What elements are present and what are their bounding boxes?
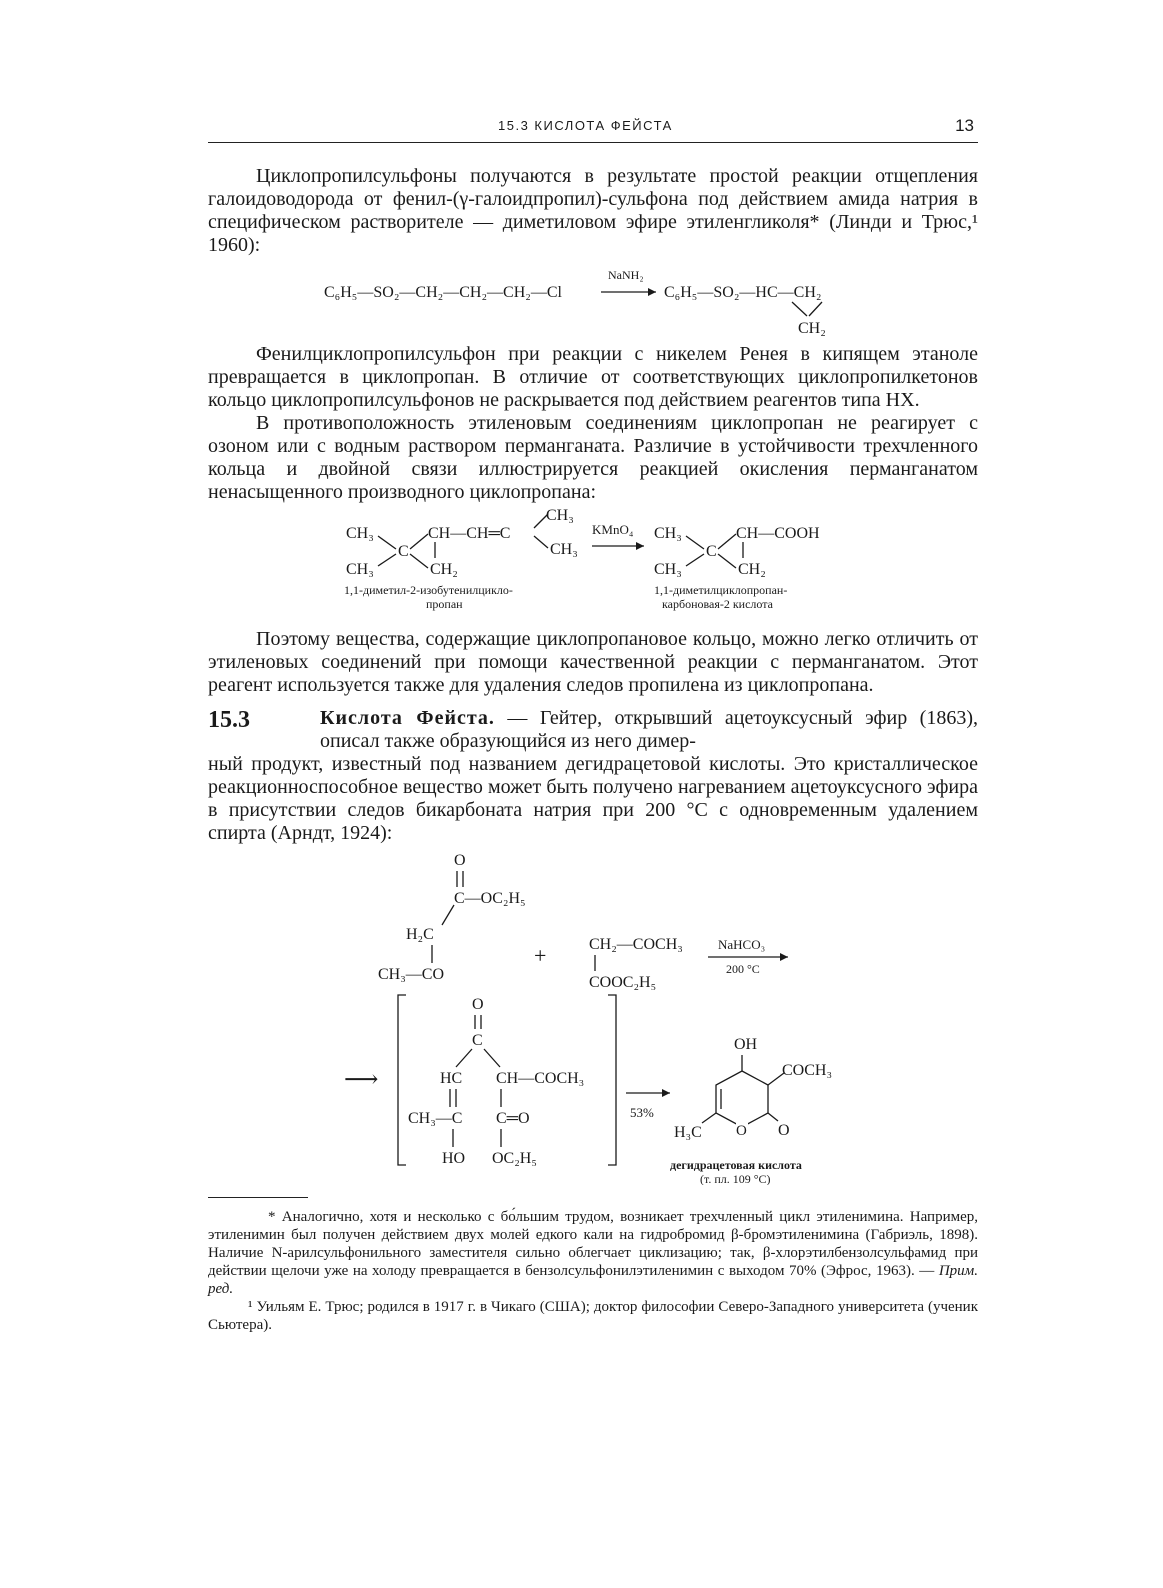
ring-bond-left [792, 302, 807, 316]
svg-text:CH₃: CH₃ [546, 507, 574, 524]
paragraph-4: Поэтому вещества, содержащие циклопропановое кольцо, можно легко отличить от этиленовых соединений при помощи качественной реакции с перманганатом. Этот реагент используется также для удаления следов пропилена из циклопропана. [208, 628, 978, 696]
product-name: дегидрацетовая кислота [670, 1158, 802, 1172]
reactant-name-line-2: пропан [426, 597, 463, 611]
svg-text:CH—CH═C: CH—CH═C [428, 525, 511, 542]
product-name-line-2: карбоновая-2 кислота [662, 597, 773, 611]
section-first-line [320, 707, 978, 753]
svg-text:CH₂: CH₂ [430, 561, 458, 578]
reaction-2-arrowhead [636, 542, 644, 550]
reaction-2-scheme [208, 504, 978, 624]
page-number: 13 [955, 116, 974, 135]
arrow-to-intermediate: ⟶ [344, 1067, 379, 1093]
svg-text:O: O [472, 996, 484, 1013]
footnote-star: * Аналогично, хотя и несколько с бо́льшим трудом, возникает трехчленный цикл этиленимина. Например, этиленимин был получен действием двух молей едкого кали на гидробромид β-бромэтиленимина (Габриэль, 1898). Наличие N-арилсульфонильного заместителя сильно облегчает циклизацию; так, β-хлорэтилбензолсульфамид при действии щелочи уже на холоду превращается в бензолсульфонилэтиленимин с выходом 70% (Эфрос, 1963). — Прим. ред. [208, 1209, 978, 1297]
reaction-3-arrowhead-1 [780, 953, 788, 961]
svg-text:H₂C: H₂C [406, 926, 434, 943]
reaction-1-reactant: C₆H₅—SO₂—CH₂—CH₂—CH₂—Cl [324, 284, 562, 301]
reaction-1-product: C₆H₅—SO₂—HC—CH₂ [664, 284, 822, 301]
ring-bond-right [809, 302, 822, 316]
svg-text:H₃C: H₃C [674, 1124, 702, 1141]
reaction-1-scheme [208, 257, 978, 339]
intermediate-structure [408, 996, 584, 1167]
reaction-1-product-ch2: CH₂ [798, 320, 826, 337]
svg-text:C═O: C═O [496, 1110, 530, 1127]
acetoacetic-ester-2 [589, 936, 683, 991]
reaction-2-reagent: KMnO₄ [592, 522, 634, 537]
paragraph-2: Фенилциклопропилсульфон при реакции с никелем Ренея в кипящем этаноле превращается в циклопропан. В отличие от соответствующих циклопропилкетонов кольцо циклопропилсульфонов не раскрывается под действием реагентов типа HX. [208, 343, 978, 411]
reaction-3-reagent: NaHCO₃ [718, 937, 766, 952]
svg-text:CH—COOH: CH—COOH [736, 525, 820, 542]
footnote-1: ¹ Уильям Е. Трюс; родился в 1917 г. в Чикаго (США); доктор философии Северо-Западного университета (ученик Сьютера). [208, 1299, 978, 1333]
svg-text:CH₃—C: CH₃—C [408, 1110, 463, 1127]
product-name-line-1: 1,1-диметилциклопропан- [654, 583, 788, 597]
dehydroacetic-acid-structure [674, 1036, 832, 1141]
svg-text:CH₂—COCH₃: CH₂—COCH₃ [589, 936, 683, 953]
section-title: Кислота Фейста. [320, 707, 495, 729]
bracket-right [608, 995, 616, 1165]
svg-text:CH₃: CH₃ [550, 541, 578, 558]
svg-text:O: O [454, 852, 466, 869]
svg-text:O: O [778, 1122, 790, 1139]
editor-note: Прим. ред. [208, 1263, 978, 1297]
svg-text:OC₂H₅: OC₂H₅ [492, 1150, 537, 1167]
svg-text:CH₃: CH₃ [346, 525, 374, 542]
svg-text:C: C [472, 1032, 483, 1049]
reaction-3-scheme [208, 845, 978, 1185]
reaction-1-arrowhead [648, 288, 656, 296]
svg-text:CH₃: CH₃ [346, 561, 374, 578]
section-text-first: — Гейтер, открывший ацетоуксусный эфир (1863), описал также образующийся из него димер- [320, 707, 978, 752]
svg-text:COCH₃: COCH₃ [782, 1062, 833, 1079]
svg-text:HC: HC [440, 1070, 463, 1087]
footnote-divider [208, 1197, 308, 1198]
paragraph-3: В противоположность этиленовым соединениям циклопропан не реагирует с озоном или с водным раствором перманганата. Различие в устойчивости трехчленного кольца и двойной связи иллюстрируется реакцией окисления перманганатом ненасыщенного производного циклопропана: [208, 412, 978, 503]
plus-sign: + [534, 943, 547, 968]
svg-text:CH₂: CH₂ [738, 561, 766, 578]
svg-text:O: O [736, 1123, 747, 1139]
reaction-1-reagent: NaNH₂ [608, 268, 644, 282]
svg-text:COOC₂H₅: COOC₂H₅ [589, 974, 657, 991]
reaction-2-reactant [346, 507, 578, 578]
svg-text:C: C [398, 543, 409, 560]
svg-text:C: C [706, 543, 717, 560]
reaction-2-product [654, 525, 820, 578]
acetoacetic-ester-1 [378, 852, 526, 983]
section-text-rest: ный продукт, известный под названием дегидрацетовой кислоты. Это кристаллическое реакционноспособное вещество может быть получено нагреванием ацетоуксусного эфира в присутствии следов бикарбоната натрия при 200 °С с одновременным удалением спирта (Арндт, 1924): [208, 753, 978, 844]
svg-text:CH₃—CO: CH₃—CO [378, 966, 445, 983]
svg-text:OH: OH [734, 1036, 758, 1053]
svg-text:CH₃: CH₃ [654, 561, 682, 578]
running-title: 15.3 КИСЛОТА ФЕЙСТА [498, 118, 673, 133]
section-number: 15.3 [208, 707, 250, 733]
svg-text:HO: HO [442, 1150, 466, 1167]
yield: 53% [630, 1105, 654, 1120]
book-page [208, 112, 978, 1334]
reaction-3-arrowhead-2 [662, 1089, 670, 1097]
reactant-name-line-1: 1,1-диметил-2-изобутенилцикло- [344, 583, 513, 597]
svg-text:C—OC₂H₅: C—OC₂H₅ [454, 890, 526, 907]
paragraph-1: Циклопропилсульфоны получаются в результате простой реакции отщепления галоидоводорода от фенил-(γ-галоидпропил)-сульфона под действием амида натрия в специфическом растворителе — диметиловом эфире этиленгликоля* (Линди и Трюс,¹ 1960): [208, 165, 978, 256]
svg-text:CH—COCH₃: CH—COCH₃ [496, 1070, 585, 1087]
product-melting-point: (т. пл. 109 °С) [700, 1172, 771, 1185]
bracket-left [398, 995, 406, 1165]
section-15-3 [208, 707, 978, 845]
running-header [208, 112, 978, 143]
reaction-3-conditions: 200 °С [726, 962, 760, 976]
svg-text:CH₃: CH₃ [654, 525, 682, 542]
